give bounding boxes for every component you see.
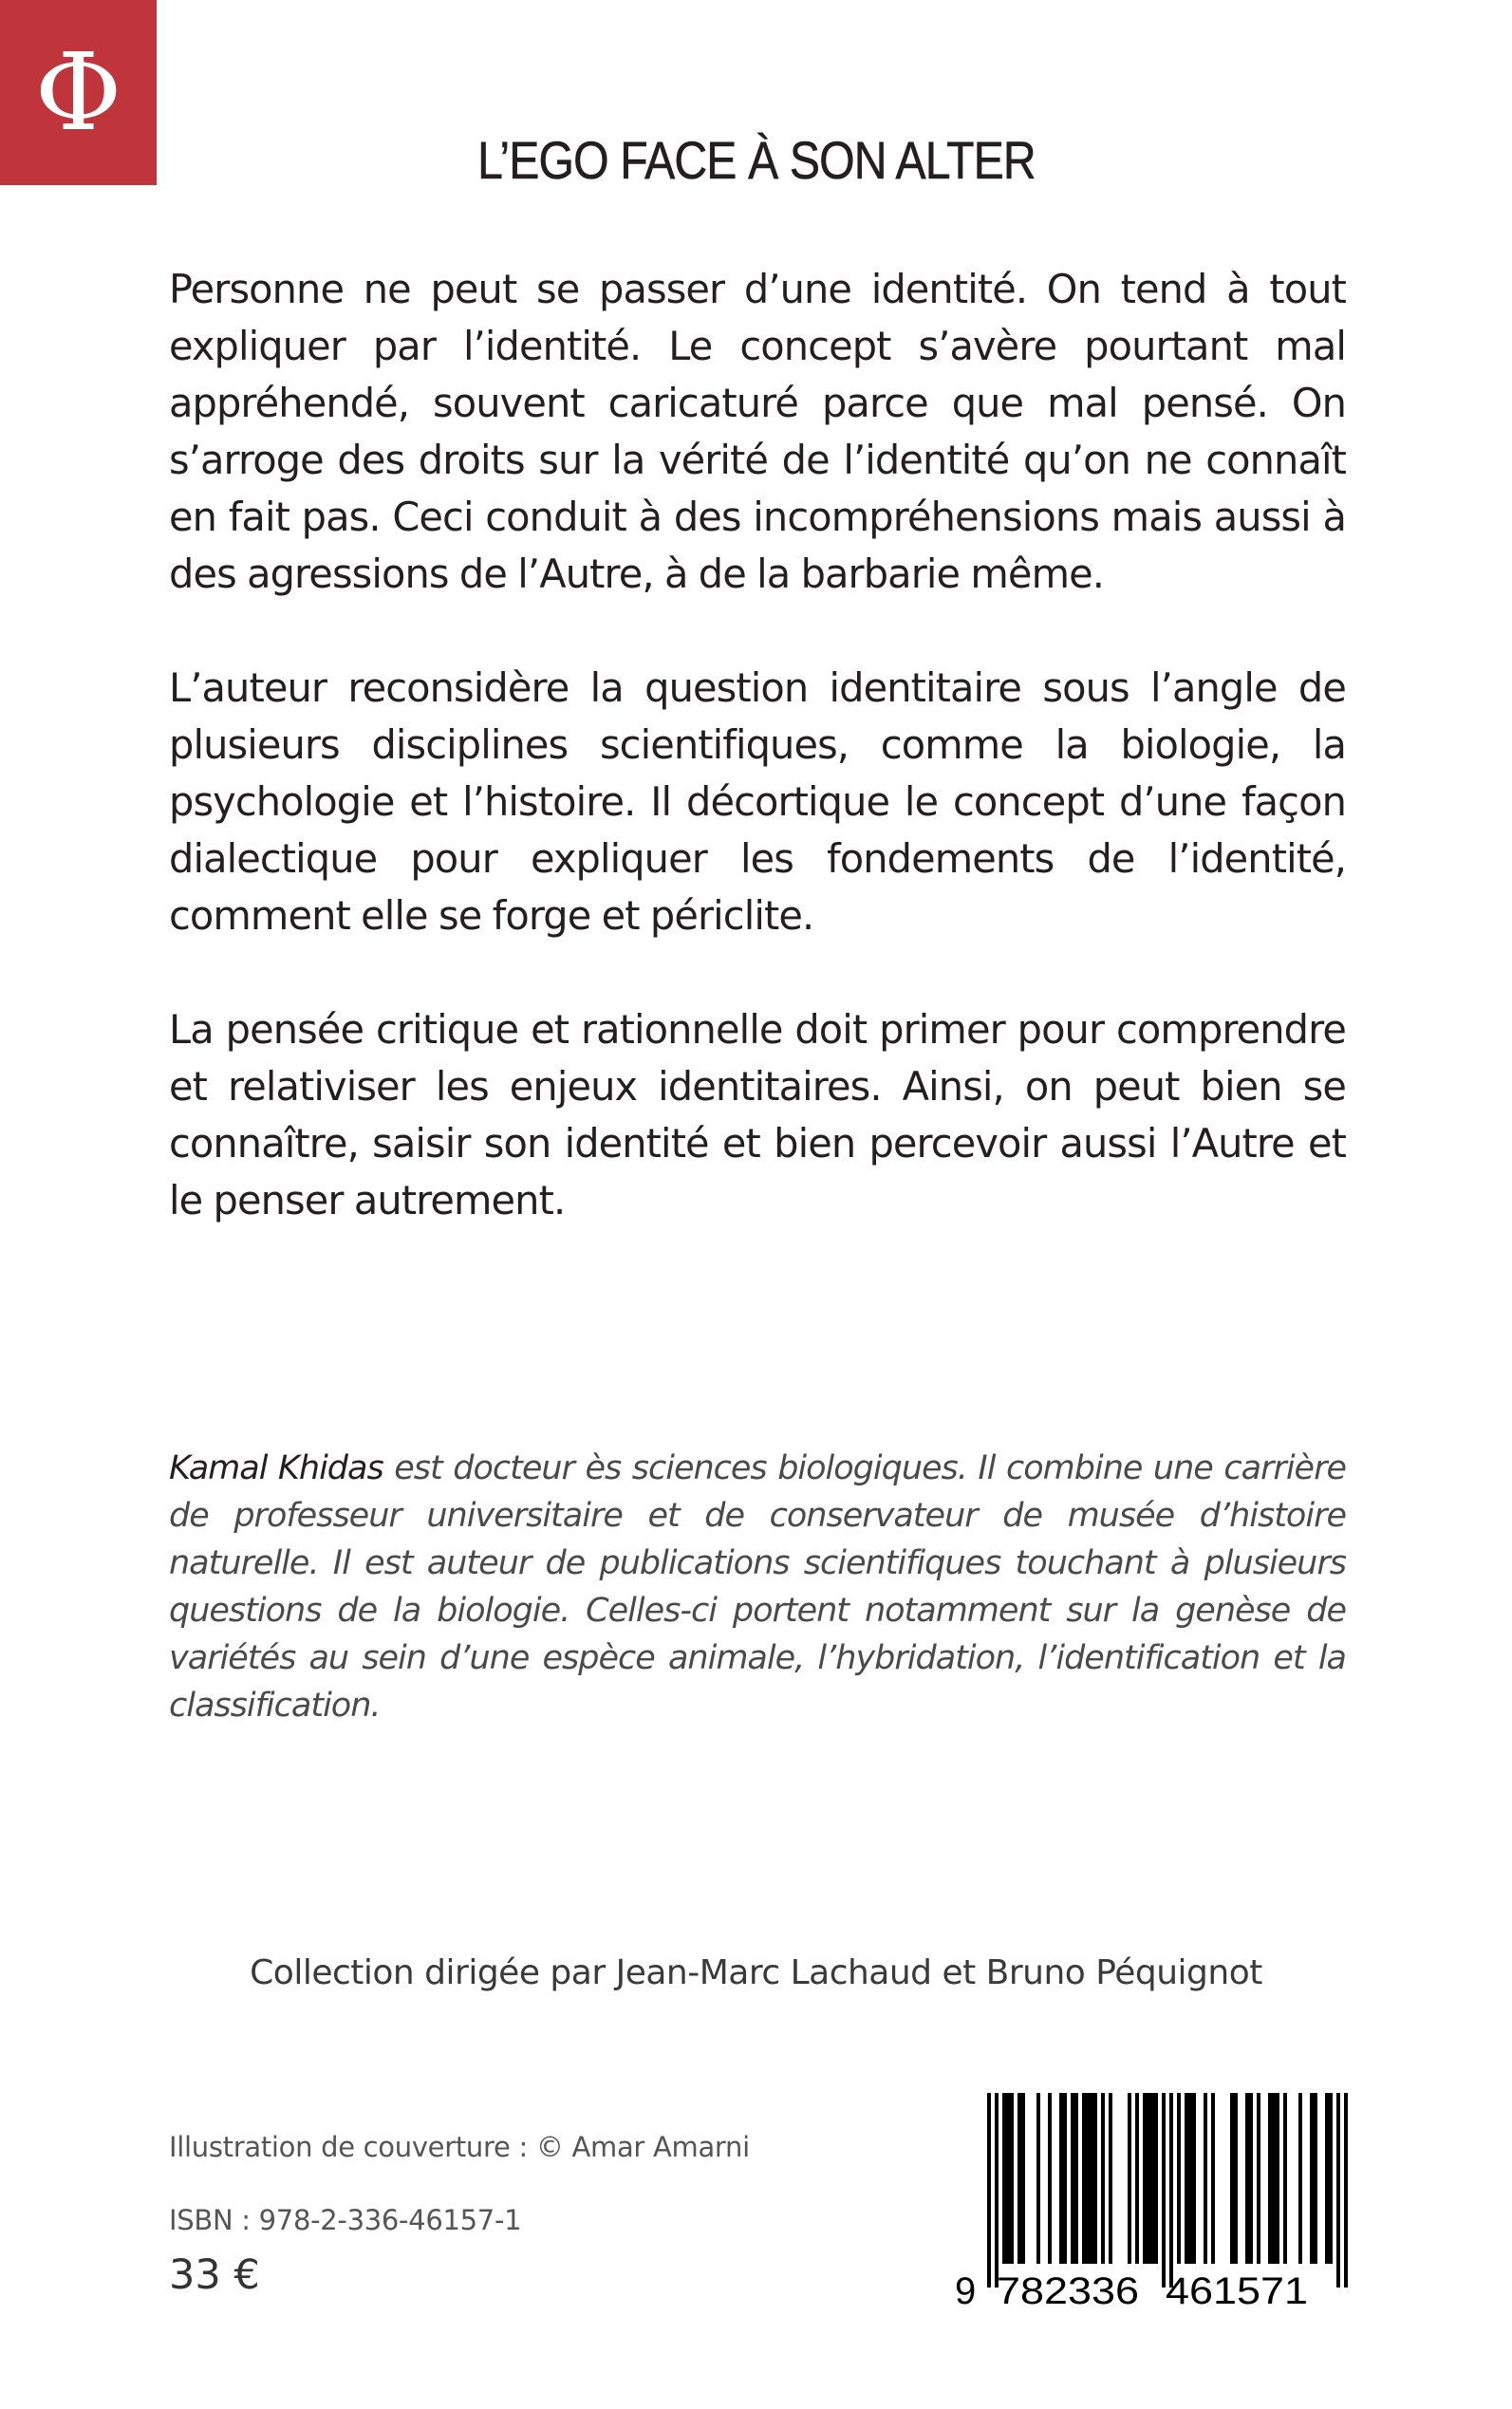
barcode-first-digit: 9 — [955, 2270, 977, 2311]
barcode-bar — [1147, 2093, 1150, 2264]
barcode-bar — [1298, 2093, 1302, 2264]
barcode-bar — [1192, 2093, 1196, 2264]
barcode-bar — [1336, 2093, 1340, 2288]
barcode-bar — [1063, 2093, 1067, 2264]
barcode-bar — [1325, 2093, 1329, 2264]
barcode-bar — [987, 2093, 991, 2288]
barcode-bar — [1185, 2093, 1188, 2264]
barcode-bar — [1090, 2093, 1093, 2264]
isbn: ISBN : 978-2-336-46157-1 — [169, 2204, 522, 2236]
barcode-bar — [1272, 2093, 1276, 2264]
barcode-bar — [1276, 2093, 1279, 2264]
barcode-bar — [995, 2093, 999, 2288]
barcode-bar — [1344, 2093, 1348, 2288]
barcode-bar — [1257, 2093, 1260, 2264]
barcode-bar — [1314, 2093, 1317, 2264]
barcode-bar — [1010, 2093, 1014, 2264]
barcode-bar — [1082, 2093, 1086, 2264]
barcode-bar — [1230, 2093, 1234, 2264]
barcode-bar — [1071, 2093, 1074, 2264]
barcode-bar — [1162, 2093, 1166, 2288]
barcode-bar — [1283, 2093, 1287, 2264]
barcode-bar — [1086, 2093, 1090, 2264]
barcode-bar — [1093, 2093, 1097, 2264]
barcode-bar — [1143, 2093, 1147, 2264]
barcode-bar — [1036, 2093, 1040, 2264]
author-name: Kamal Khidas — [169, 1449, 383, 1487]
barcode-bar — [1188, 2093, 1192, 2264]
barcode-bar — [1177, 2093, 1181, 2264]
barcode-bar — [1101, 2093, 1105, 2264]
barcode-bar — [1150, 2093, 1154, 2264]
barcode-left-group: 782336 — [997, 2270, 1139, 2311]
blurb-paragraph-3: La pensée critique et rationnelle doit primer pour comprendre et relativiser les enjeux identitaires. Ainsi, on peut bien se connaître, saisir son identité et bien percevoir aussi l’Autre et le penser autrement. — [169, 1006, 1346, 1223]
barcode-bar — [1021, 2093, 1025, 2264]
barcode-right-group: 461571 — [1166, 2270, 1308, 2311]
phi-logo-icon: Φ — [34, 30, 122, 155]
barcode-bar — [1154, 2093, 1158, 2264]
barcode-bar — [1006, 2093, 1010, 2264]
barcode-bar — [1211, 2093, 1215, 2264]
barcode-bar — [1059, 2093, 1063, 2264]
barcode-bar — [1245, 2093, 1249, 2264]
barcode-bar — [1128, 2093, 1131, 2264]
barcode-bar — [1169, 2093, 1173, 2288]
barcode-bar — [1204, 2093, 1207, 2264]
collection-credit: Collection dirigée par Jean-Marc Lachaud et Bruno Péquignot — [250, 1953, 1262, 1992]
illustration-credit: Illustration de couverture : © Amar Amarni — [169, 2131, 750, 2163]
barcode-bar — [1234, 2093, 1238, 2264]
barcode-bar — [1109, 2093, 1112, 2264]
barcode-bar — [1017, 2093, 1021, 2264]
ean-barcode — [949, 2093, 1348, 2311]
barcode-bar — [1048, 2093, 1052, 2264]
blurb-paragraph-2: L’auteur reconsidère la question identitaire sous l’angle de plusieurs disciplines scientifiques, comme la biologie, la psychologie et l’histoire. Il décortique le concept d’une façon dialectique pour expliquer les fondements de l’identité, comment elle se forge et périclite. — [169, 664, 1346, 939]
author-bio — [169, 1445, 1346, 1729]
barcode-bar — [1249, 2093, 1253, 2264]
barcode-bar — [1329, 2093, 1333, 2264]
price: 33 € — [169, 2251, 260, 2299]
author-bio-text: est docteur ès sciences biologiques. Il combine une carrière de professeur universitaire et de conservateur de musée d’histoire naturelle. Il est auteur de publications scientifiques touchant à plusieurs questions de la biologie. Celles-ci portent notamment sur la genèse de variétés au sein d’une espèce animale, l’hybridation, l’identification et la classification. — [169, 1449, 1346, 1725]
barcode-bar — [1268, 2093, 1272, 2264]
barcode-bars — [987, 2093, 1348, 2288]
barcode-bar — [1310, 2093, 1314, 2264]
barcode-bar — [1002, 2093, 1006, 2264]
barcode-bar — [1074, 2093, 1078, 2264]
barcode-bar — [1135, 2093, 1139, 2264]
blurb-paragraph-1: Personne ne peut se passer d’une identité. On tend à tout expliquer par l’identité. Le concept s’avère pourtant mal appréhendé, souvent caricaturé parce que mal pensé. On s’arroge des droits sur la vérité de l’identité qu’on ne connaît en fait pas. Ceci conduit à des incompréhensions mais aussi à des agressions de l’Autre, à de la barbarie même. — [169, 266, 1346, 597]
book-title: L’EGO FACE À SON ALTER — [477, 130, 1036, 190]
